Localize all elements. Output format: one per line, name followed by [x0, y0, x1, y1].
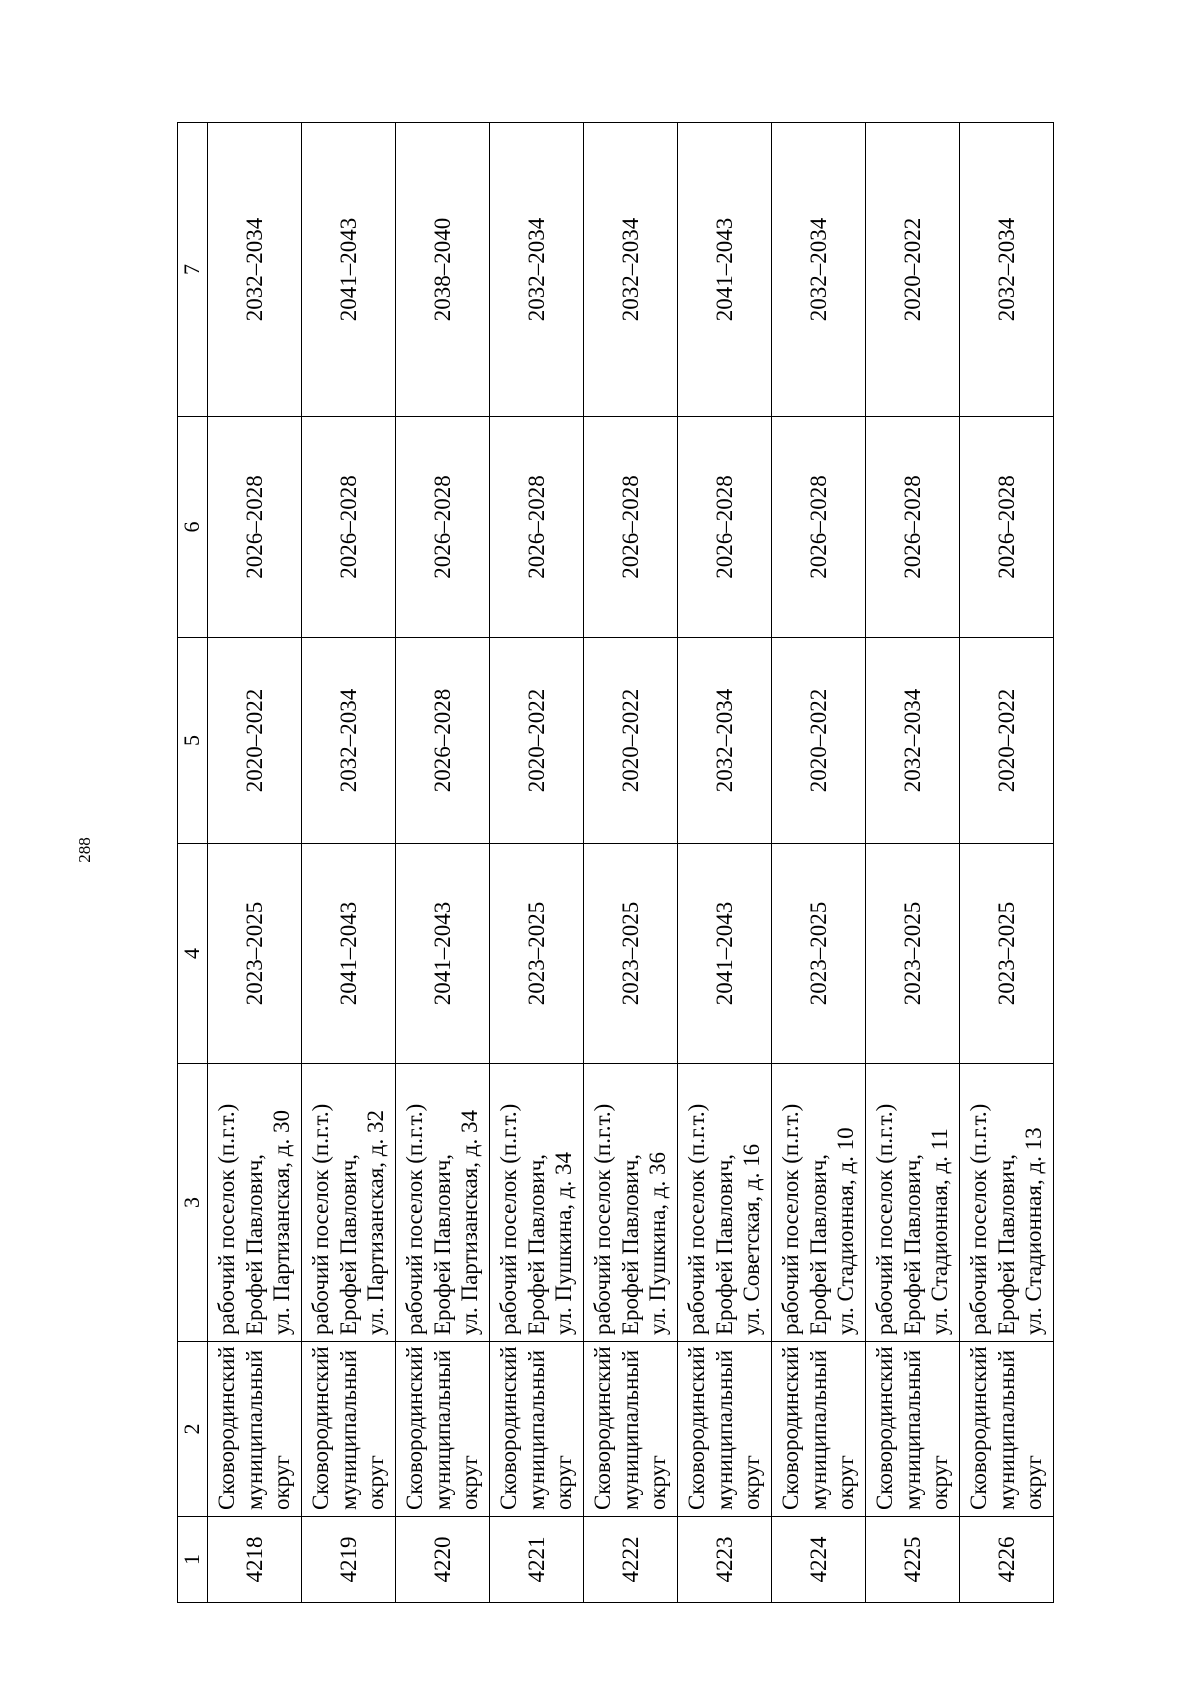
period-cell-c5: 2026–2028 — [396, 638, 490, 844]
row-number-cell: 4222 — [584, 1517, 678, 1603]
row-number-cell: 4225 — [866, 1517, 960, 1603]
district-cell — [772, 1342, 866, 1517]
address-cell — [584, 1064, 678, 1342]
district-cell — [490, 1342, 584, 1517]
period-cell-c6: 2026–2028 — [866, 417, 960, 638]
address-line: рабочий поселок (п.г.т.) — [966, 1103, 992, 1335]
header-cell: 3 — [178, 1064, 208, 1342]
address-line: ул. Стадионная, д. 11 — [927, 1128, 953, 1335]
address-cell — [490, 1064, 584, 1342]
period-cell-c4: 2023–2025 — [208, 844, 302, 1064]
row-number-cell: 4220 — [396, 1517, 490, 1603]
address-line: ул. Партизанская, д. 34 — [457, 1110, 483, 1335]
period-cell-c7: 2032–2034 — [960, 123, 1054, 417]
address-line: рабочий поселок (п.г.т.) — [778, 1103, 804, 1335]
address-line: Ерофей Павлович, — [617, 1153, 643, 1335]
period-cell-c6: 2026–2028 — [490, 417, 584, 638]
period-cell-c7: 2032–2034 — [208, 123, 302, 417]
rotated-table-container — [177, 123, 1054, 1603]
district-line: Сковородинский — [308, 1346, 334, 1510]
district-cell — [584, 1342, 678, 1517]
address-line: ул. Стадионная, д. 10 — [833, 1127, 859, 1335]
district-line: округ — [833, 1455, 859, 1510]
district-line: округ — [1021, 1455, 1047, 1510]
address-line: рабочий поселок (п.г.т.) — [872, 1103, 898, 1335]
period-cell-c4: 2023–2025 — [584, 844, 678, 1064]
address-cell — [960, 1064, 1054, 1342]
period-cell-c4: 2041–2043 — [302, 844, 396, 1064]
period-cell-c6: 2026–2028 — [772, 417, 866, 638]
header-cell: 4 — [178, 844, 208, 1064]
district-line: Сковородинский — [214, 1346, 240, 1510]
register-table — [177, 122, 1054, 1603]
period-cell-c7: 2032–2034 — [772, 123, 866, 417]
address-line: Ерофей Павлович, — [805, 1153, 831, 1335]
period-cell-c6: 2026–2028 — [302, 417, 396, 638]
district-line: округ — [739, 1455, 765, 1510]
address-line: рабочий поселок (п.г.т.) — [308, 1103, 334, 1335]
address-line: рабочий поселок (п.г.т.) — [684, 1103, 710, 1335]
district-line: Сковородинский — [872, 1346, 898, 1510]
address-line: Ерофей Павлович, — [993, 1153, 1019, 1335]
row-number-cell: 4226 — [960, 1517, 1054, 1603]
address-line: ул. Партизанская, д. 30 — [269, 1110, 295, 1335]
period-cell-c5: 2032–2034 — [866, 638, 960, 844]
address-cell — [678, 1064, 772, 1342]
district-line: муниципальный — [429, 1349, 455, 1510]
header-cell: 2 — [178, 1342, 208, 1517]
period-cell-c6: 2026–2028 — [960, 417, 1054, 638]
district-line: округ — [269, 1455, 295, 1510]
address-line: ул. Пушкина, д. 36 — [645, 1152, 671, 1335]
district-line: Сковородинский — [684, 1346, 710, 1510]
table-row — [208, 123, 302, 1603]
district-line: муниципальный — [993, 1349, 1019, 1510]
district-line: муниципальный — [805, 1349, 831, 1510]
header-cell: 7 — [178, 123, 208, 417]
period-cell-c4: 2023–2025 — [490, 844, 584, 1064]
period-cell-c7: 2041–2043 — [302, 123, 396, 417]
period-cell-c7: 2020–2022 — [866, 123, 960, 417]
address-line: ул. Пушкина, д. 34 — [551, 1152, 577, 1335]
period-cell-c5: 2020–2022 — [208, 638, 302, 844]
row-number-cell: 4223 — [678, 1517, 772, 1603]
district-line: муниципальный — [899, 1349, 925, 1510]
period-cell-c7: 2041–2043 — [678, 123, 772, 417]
address-line: ул. Советская, д. 16 — [739, 1143, 765, 1335]
district-line: округ — [457, 1455, 483, 1510]
address-cell — [208, 1064, 302, 1342]
address-line: ул. Партизанская, д. 32 — [363, 1110, 389, 1335]
table-row — [866, 123, 960, 1603]
row-number-cell: 4218 — [208, 1517, 302, 1603]
district-line: Сковородинский — [966, 1346, 992, 1510]
table-row — [584, 123, 678, 1603]
district-line: округ — [551, 1455, 577, 1510]
period-cell-c5: 2032–2034 — [302, 638, 396, 844]
period-cell-c7: 2032–2034 — [584, 123, 678, 417]
header-cell: 5 — [178, 638, 208, 844]
district-cell — [960, 1342, 1054, 1517]
address-cell — [396, 1064, 490, 1342]
address-line: Ерофей Павлович, — [335, 1153, 361, 1335]
district-line: муниципальный — [617, 1349, 643, 1510]
district-line: Сковородинский — [402, 1346, 428, 1510]
district-cell — [302, 1342, 396, 1517]
table-row — [772, 123, 866, 1603]
header-row — [178, 123, 208, 1603]
period-cell-c6: 2026–2028 — [208, 417, 302, 638]
district-line: округ — [927, 1455, 953, 1510]
address-cell — [302, 1064, 396, 1342]
period-cell-c5: 2020–2022 — [960, 638, 1054, 844]
address-cell — [866, 1064, 960, 1342]
period-cell-c6: 2026–2028 — [584, 417, 678, 638]
period-cell-c7: 2032–2034 — [490, 123, 584, 417]
period-cell-c6: 2026–2028 — [678, 417, 772, 638]
district-cell — [208, 1342, 302, 1517]
header-cell: 6 — [178, 417, 208, 638]
address-line: рабочий поселок (п.г.т.) — [402, 1103, 428, 1335]
district-cell — [678, 1342, 772, 1517]
district-line: Сковородинский — [496, 1346, 522, 1510]
address-line: рабочий поселок (п.г.т.) — [590, 1103, 616, 1335]
table-row — [396, 123, 490, 1603]
period-cell-c4: 2023–2025 — [772, 844, 866, 1064]
district-line: муниципальный — [711, 1349, 737, 1510]
row-number-cell: 4219 — [302, 1517, 396, 1603]
district-line: муниципальный — [335, 1349, 361, 1510]
address-line: рабочий поселок (п.г.т.) — [496, 1103, 522, 1335]
row-number-cell: 4224 — [772, 1517, 866, 1603]
header-cell: 1 — [178, 1517, 208, 1603]
period-cell-c7: 2038–2040 — [396, 123, 490, 417]
district-cell — [866, 1342, 960, 1517]
page-number: 288 — [75, 837, 94, 863]
period-cell-c5: 2020–2022 — [584, 638, 678, 844]
district-line: округ — [363, 1455, 389, 1510]
period-cell-c5: 2032–2034 — [678, 638, 772, 844]
district-cell — [396, 1342, 490, 1517]
district-line: муниципальный — [241, 1349, 267, 1510]
table-row — [490, 123, 584, 1603]
table-row — [678, 123, 772, 1603]
table-body — [208, 123, 1054, 1603]
period-cell-c4: 2023–2025 — [866, 844, 960, 1064]
address-line: ул. Стадионная, д. 13 — [1021, 1127, 1047, 1335]
address-line: Ерофей Павлович, — [429, 1153, 455, 1335]
address-line: Ерофей Павлович, — [899, 1153, 925, 1335]
district-line: Сковородинский — [778, 1346, 804, 1510]
period-cell-c4: 2041–2043 — [678, 844, 772, 1064]
district-line: Сковородинский — [590, 1346, 616, 1510]
district-line: округ — [645, 1455, 671, 1510]
district-line: муниципальный — [523, 1349, 549, 1510]
period-cell-c5: 2020–2022 — [772, 638, 866, 844]
address-cell — [772, 1064, 866, 1342]
address-line: Ерофей Павлович, — [241, 1153, 267, 1335]
period-cell-c4: 2023–2025 — [960, 844, 1054, 1064]
address-line: Ерофей Павлович, — [523, 1153, 549, 1335]
period-cell-c4: 2041–2043 — [396, 844, 490, 1064]
table-row — [960, 123, 1054, 1603]
period-cell-c6: 2026–2028 — [396, 417, 490, 638]
table-row — [302, 123, 396, 1603]
period-cell-c5: 2020–2022 — [490, 638, 584, 844]
row-number-cell: 4221 — [490, 1517, 584, 1603]
address-line: рабочий поселок (п.г.т.) — [214, 1103, 240, 1335]
address-line: Ерофей Павлович, — [711, 1153, 737, 1335]
